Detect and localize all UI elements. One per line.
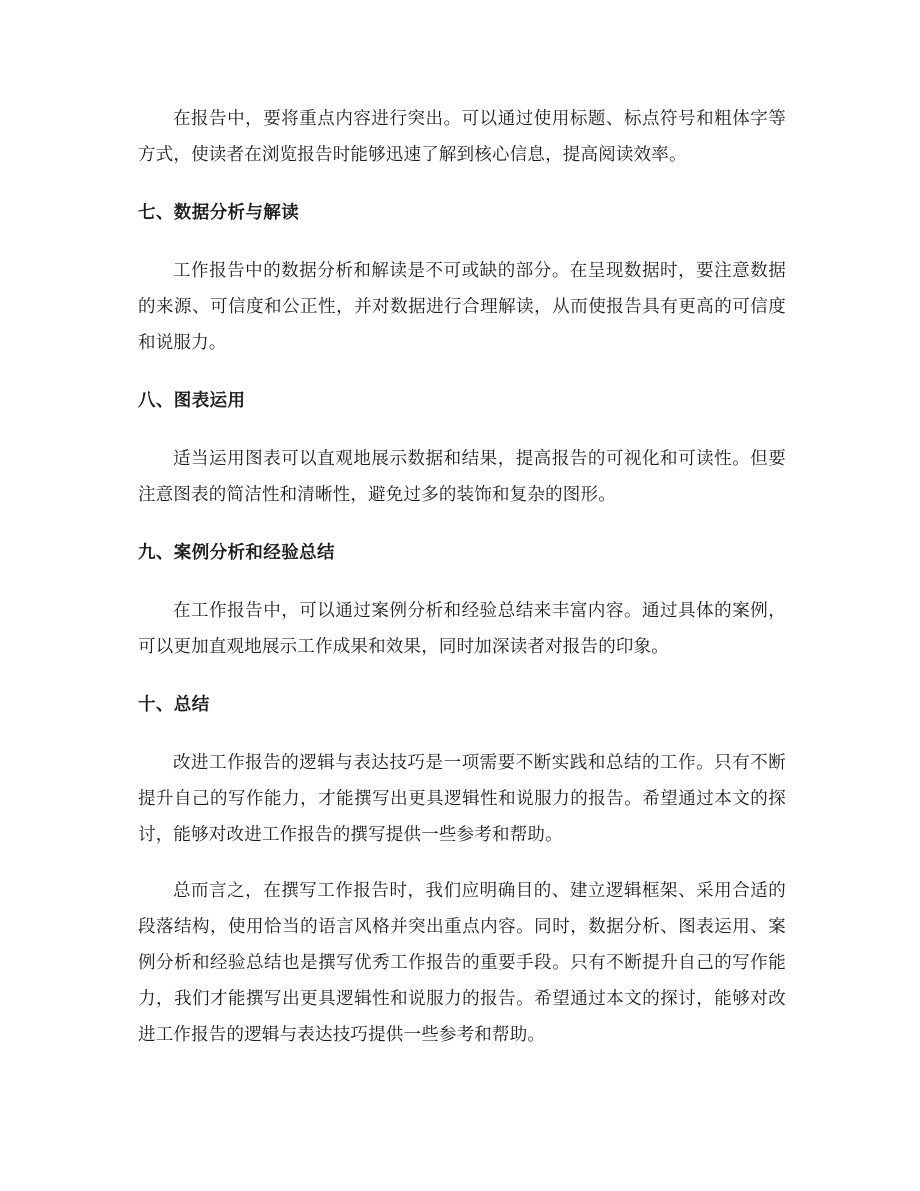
paragraph-summary: 改进工作报告的逻辑与表达技巧是一项需要不断实践和总结的工作。只有不断提升自己的写作能力，才能撰写出更具逻辑性和说服力的报告。希望通过本文的探讨，能够对改进工作报告的撰写提供一些参考和帮助。 (138, 753, 786, 845)
section-heading-8: 八、图表运用 (138, 391, 246, 411)
section-heading-7: 七、数据分析与解读 (138, 203, 300, 223)
section-heading-9: 九、案例分析和经验总结 (138, 543, 335, 563)
section-heading-10: 十、总结 (138, 695, 210, 715)
paragraph-data-analysis: 工作报告中的数据分析和解读是不可或缺的部分。在呈现数据时，要注意数据的来源、可信度和公正性，并对数据进行合理解读，从而使报告具有更高的可信度和说服力。 (138, 261, 786, 353)
document-body (138, 101, 786, 1053)
paragraph-case-study: 在工作报告中，可以通过案例分析和经验总结来丰富内容。通过具体的案例，可以更加直观地展示工作成果和效果，同时加深读者对报告的印象。 (138, 601, 786, 657)
paragraph-emphasis: 在报告中，要将重点内容进行突出。可以通过使用标题、标点符号和粗体字等方式，使读者在浏览报告时能够迅速了解到核心信息，提高阅读效率。 (138, 109, 786, 165)
paragraph-charts: 适当运用图表可以直观地展示数据和结果，提高报告的可视化和可读性。但要注意图表的简洁性和清晰性，避免过多的装饰和复杂的图形。 (138, 449, 786, 505)
paragraph-conclusion: 总而言之，在撰写工作报告时，我们应明确目的、建立逻辑框架、采用合适的段落结构，使用恰当的语言风格并突出重点内容。同时，数据分析、图表运用、案例分析和经验总结也是撰写优秀工作报告的重要手段。只有不断提升自己的写作能力，我们才能撰写出更具逻辑性和说服力的报告。希望通过本文的探讨，能够对改进工作报告的逻辑与表达技巧提供一些参考和帮助。 (138, 881, 786, 1045)
